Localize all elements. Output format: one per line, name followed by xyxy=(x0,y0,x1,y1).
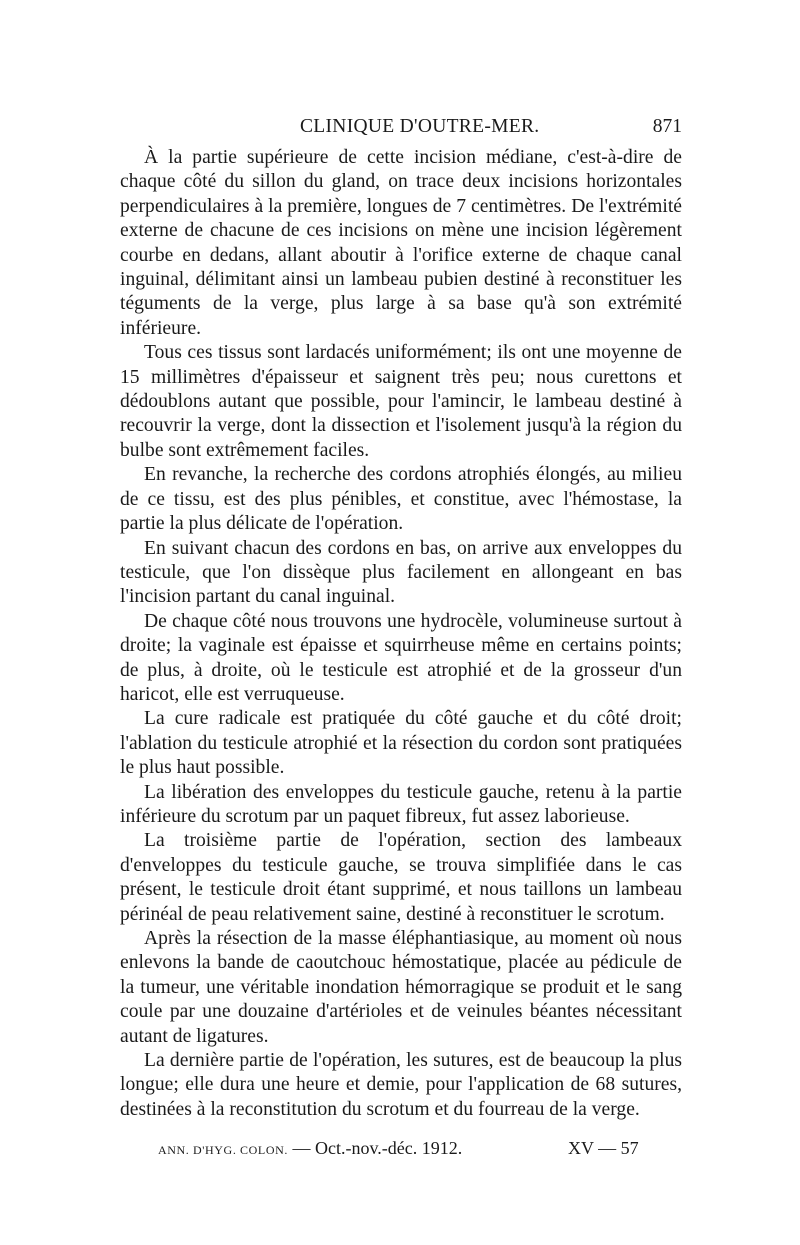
paragraph: La libération des enveloppes du testicule gauche, retenu à la partie inférieure du scrotum par un paquet fibreux, fut assez laborieuse. xyxy=(120,781,682,827)
paragraph: De chaque côté nous trouvons une hydrocèle, volumineuse surtout à droite; la vaginale est épaisse et squirrheuse même en certains points; de plus, à droite, où le testicule est atrophié et de la grosseur d'un haricot, elle est verruqueuse. xyxy=(120,610,682,705)
footer-citation xyxy=(158,1138,462,1159)
signature-mark: XV — 57 xyxy=(568,1138,639,1158)
paragraph: La cure radicale est pratiquée du côté gauche et du côté droit; l'ablation du testicule atrophié et la résection du cordon sont pratiquées le plus haut possible. xyxy=(120,708,682,779)
page-number: 871 xyxy=(652,116,682,137)
paragraph: À la partie supérieure de cette incision médiane, c'est-à-dire de chaque côté du sillon du gland, on trace deux incisions horizontales perpendiculaires à la première, longues de 7 centimètres. De l'extrémité externe de chacune de ces incisions on mène une incision légèrement courbe en dedans, allant aboutir à l'orifice externe de chaque canal inguinal, délimitant ainsi un lambeau pubien destiné à reconstituer les téguments de la verge, plus large à sa base qu'à son extrémité inférieure. xyxy=(120,147,682,339)
journal-abbreviation: ANN. D'HYG. COLON. xyxy=(158,1143,288,1157)
paragraph: En revanche, la recherche des cordons atrophiés élongés, au milieu de ce tissu, est des plus pénibles, et constitue, avec l'hémostase, la partie la plus délicate de l'opération. xyxy=(120,464,682,535)
paragraph: La dernière partie de l'opération, les sutures, est de beaucoup la plus longue; elle dura une heure et demie, pour l'application de 68 sutures, destinées à la reconstitution du scrotum et du fourreau de la verge. xyxy=(120,1050,682,1120)
running-header xyxy=(120,112,682,142)
page-footer xyxy=(158,1138,658,1164)
paragraph: Après la résection de la masse éléphantiasique, au moment où nous enlevons la bande de caoutchouc hémostatique, placée au pédicule de la tumeur, une véritable inondation hémorragique se produit et le sang coule par une douzaine d'artérioles et de veinules béantes nécessitant autant de ligatures. xyxy=(120,928,682,1047)
paragraph: Tous ces tissus sont lardacés uniformément; ils ont une moyenne de 15 millimètres d'épaisseur et saignent très peu; nous curettons et dédoublons autant que possible, pour l'amincir, le lambeau destiné à recouvrir la verge, dont la dissection et l'isolement jusqu'à la région du bulbe sont extrêmement faciles. xyxy=(120,342,682,461)
paragraph: En suivant chacun des cordons en bas, on arrive aux enveloppes du testicule, que l'on dissèque plus facilement en allongeant en bas l'incision partant du canal inguinal. xyxy=(120,537,682,608)
issue-date: — Oct.-nov.-déc. 1912. xyxy=(292,1138,463,1158)
running-title: CLINIQUE D'OUTRE-MER. xyxy=(300,116,540,137)
paragraph: La troisième partie de l'opération, section des lambeaux d'enveloppes du testicule gauche, se trouva simplifiée dans le cas présent, le testicule droit étant supprimé, et nous taillons un lambeau périnéal de peau relativement saine, destiné à reconstituer le scrotum. xyxy=(120,830,682,925)
body-text xyxy=(120,146,682,1122)
